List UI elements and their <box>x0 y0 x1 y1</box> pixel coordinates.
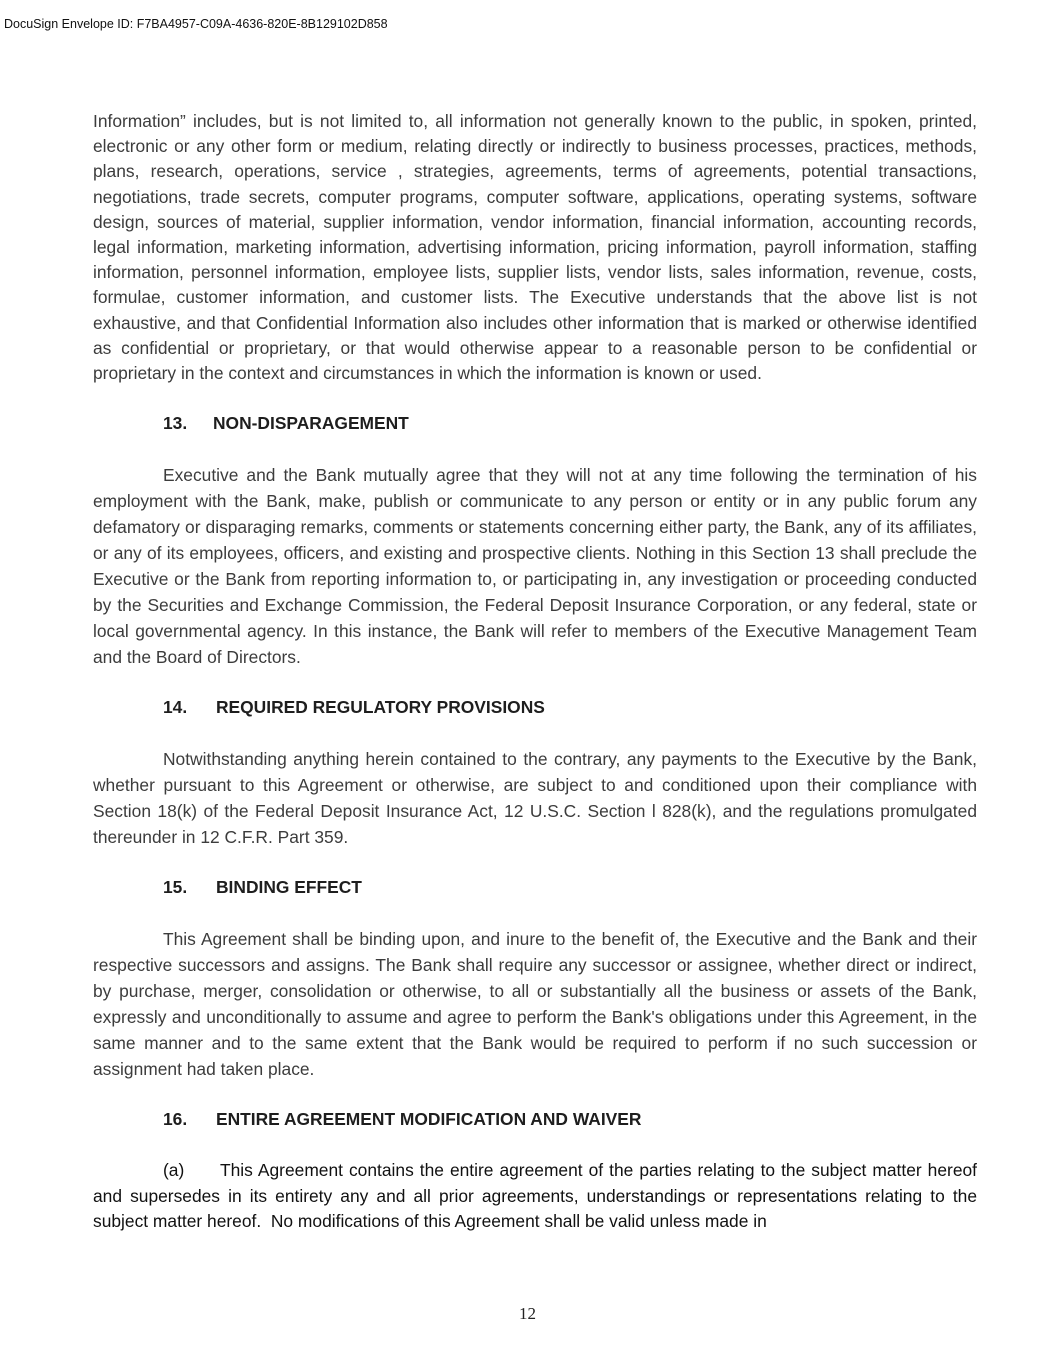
section-15-heading <box>93 875 977 900</box>
section-13-title: NON-DISPARAGEMENT <box>213 413 409 434</box>
docusign-envelope-id: DocuSign Envelope ID: F7BA4957-C09A-4636-820E-8B129102D858 <box>4 17 388 31</box>
section-13-heading <box>93 411 977 436</box>
section-14-number: 14. <box>163 697 188 718</box>
section-15-number: 15. <box>163 877 188 898</box>
page-number: 12 <box>519 1304 536 1323</box>
document-body <box>93 109 982 1235</box>
entire-agreement-paragraph-a: (a) This Agreement contains the entire agreement of the parties relating to the subject matter hereof and supersedes in its entirety any and all prior agreements, understandings or representations relating to the subject matter hereof. No modifications of this Agreement shall be valid unless made in <box>93 1160 982 1232</box>
non-disparagement-paragraph: Executive and the Bank mutually agree that they will not at any time following the termination of his employment with the Bank, make, publish or communicate to any person or entity or in any public forum any defamatory or disparaging remarks, comments or statements concerning either party, the Bank, any of its affiliates, or any of its employees, officers, and existing and prospective clients. Nothing in this Section 13 shall preclude the Executive or the Bank from reporting information to, or participating in, any investigation or proceeding conducted by the Securities and Exchange Commission, the Federal Deposit Insurance Corporation, or any federal, state or local governmental agency. In this instance, the Bank will refer to members of the Executive Management Team and the Board of Directors. <box>93 465 977 668</box>
section-13-number: 13. <box>163 413 188 434</box>
regulatory-provisions-paragraph: Notwithstanding anything herein contained to the contrary, any payments to the Executive by the Bank, whether pursuant to this Agreement or otherwise, are subject to and conditioned upon their compliance with Section 18(k) of the Federal Deposit Insurance Act, 12 U.S.C. Section l 828(k), and the regulations promulgated thereunder in 12 C.F.R. Part 359. <box>93 749 977 848</box>
section-14-heading <box>93 695 977 720</box>
binding-effect-paragraph: This Agreement shall be binding upon, and inure to the benefit of, the Executive and the Bank and their respective successors and assigns. The Bank shall require any successor or assignee, whether direct or indirect, by purchase, merger, consolidation or otherwise, to all or substantially all the business or assets of the Bank, expressly and unconditionally to assume and agree to perform the Bank's obligations under this Agreement, in the same manner and to the same extent that the Bank would be required to perform if no such succession or assignment had taken place. <box>93 929 977 1080</box>
section-16-number: 16. <box>163 1109 188 1130</box>
section-16-title: ENTIRE AGREEMENT MODIFICATION AND WAIVER <box>216 1109 642 1130</box>
section-15-title: BINDING EFFECT <box>216 877 362 898</box>
confidential-information-paragraph: Information” includes, but is not limited to, all information not generally known to the public, in spoken, printed, electronic or any other form or medium, relating directly or indirectly to business processes, practices, methods, plans, research, operations, service , strategies, agreements, terms of agreements, potential transactions, negotiations, trade secrets, computer programs, computer software, applications, operating systems, software design, sources of material, supplier information, vendor information, financial information, accounting records, legal information, marketing information, advertising information, pricing information, payroll information, staffing information, personnel information, employee lists, supplier lists, vendor lists, sales information, revenue, costs, formulae, customer information, and customer lists. The Executive understands that the above list is not exhaustive, and that Confidential Information also includes other information that is marked or otherwise identified as confidential or proprietary, or that would otherwise appear to a reasonable person to be confidential or proprietary in the context and circumstances in which the information is known or used. <box>93 111 977 384</box>
section-16-heading <box>93 1107 977 1132</box>
section-14-title: REQUIRED REGULATORY PROVISIONS <box>216 697 545 718</box>
